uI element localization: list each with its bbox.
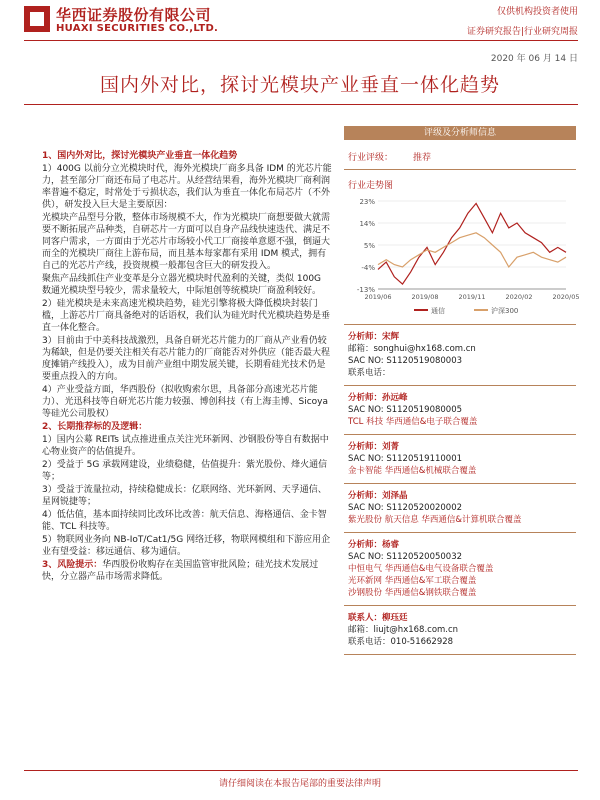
section-1-heading: 1、国内外对比，探讨光模块产业垂直一体化趋势 <box>42 151 238 161</box>
analyst-info: SAC NO: S1120519080003 <box>348 356 463 366</box>
analyst-name: 联系人：柳珏廷 <box>348 613 408 623</box>
paragraph: 4）产业受益方面，华西股份（拟收购索尔思，具备部分高速光芯片能力）、光迅科技等自研光芯片能力较强、博创科技（有上海圭博、Sicoya 等硅光公司股权） <box>42 385 329 419</box>
paragraph: 3）目前由于中美科技战激烈，具备自研光芯片能力的厂商从产业看仍较为稀缺，但是仍要关注相关有芯片能力的厂商能否对外供应（能否最大程度摊销产线投入），成为目前产业组中期发展关键，长期看硅光技术仍是要重点投入的方向。 <box>42 336 331 382</box>
risk-text: 华西股份收购存在美国监管审批风险；硅光技术发展过快，分立器产品市场需求降低。 <box>42 560 319 582</box>
company-name-en: HUAXI SECURITIES CO.,LTD. <box>56 23 219 34</box>
analyst-block <box>344 386 576 435</box>
analyst-list <box>344 325 576 655</box>
trend-chart-svg <box>344 193 580 323</box>
y-tick-label: -13% <box>356 286 375 294</box>
audience-note: 仅供机构投资者使用 <box>496 7 578 17</box>
paragraph: 1）国内公募 REITs 试点推进重点关注光环新网、沙钢股份等自有数据中心物业资产的估值提升。 <box>42 435 329 457</box>
x-tick-label: 2019/11 <box>458 293 486 301</box>
section-3-heading: 3、风险提示： <box>42 560 103 570</box>
y-tick-label: -4% <box>361 264 375 272</box>
analyst-info: SAC NO: S1120520020002 <box>348 503 463 513</box>
y-tick-label: 23% <box>359 198 375 206</box>
analyst-coverage: TCL 科技 华西通信&电子联合覆盖 <box>348 417 478 427</box>
header-rule <box>24 40 578 41</box>
company-name-cn: 华西证券股份有限公司 <box>56 6 212 24</box>
analyst-info: 邮箱：liujt@hx168.com.cn <box>348 625 459 635</box>
x-tick-label: 2020/05 <box>552 293 580 301</box>
title-rule <box>24 104 578 105</box>
analyst-info: SAC NO: S1120519080005 <box>348 405 463 415</box>
paragraph: 5）物联网业务向 NB-IoT/Cat1/5G 网络迁移，物联网模组和下游应用企业有望受益：移远通信、移为通信。 <box>42 535 331 557</box>
analyst-info: 邮箱：songhui@hx168.com.cn <box>348 344 476 354</box>
x-tick-label: 2019/08 <box>411 293 439 301</box>
footer-rule <box>24 770 578 771</box>
analyst-info: 联系电话： <box>348 368 391 378</box>
rating-row <box>344 140 576 170</box>
y-tick-label: 5% <box>363 242 375 250</box>
company-logo-icon <box>24 6 50 32</box>
analyst-coverage: 中恒电气 华西通信&电气设备联合覆盖 <box>348 564 494 574</box>
chart-title: 行业走势图 <box>348 181 394 191</box>
paragraph: 4）低估值，基本面持续同比改环比改善：航天信息、海格通信、金卡智能、TCL 科技等。 <box>42 510 327 532</box>
section-2-heading: 2、长期推荐标的及逻辑： <box>42 422 148 432</box>
analyst-coverage: 紫光股份 航天信息 华西通信&计算机联合覆盖 <box>348 515 522 525</box>
report-title: 国内外对比，探讨光模块产业垂直一体化趋势 <box>99 74 500 96</box>
series-line-1 <box>378 233 566 267</box>
paragraph: 2）受益于 5G 承载网建设，业绩稳健，估值提升：紫光股份、烽火通信等； <box>42 460 328 482</box>
x-tick-label: 2019/06 <box>364 293 392 301</box>
rating-value: 推荐 <box>413 153 432 163</box>
x-tick-label: 2020/02 <box>505 293 533 301</box>
analyst-info: SAC NO: S1120520050032 <box>348 552 463 562</box>
paragraph: 聚焦产品线抓住产业变革是分立器光模块时代盈利的关键，类似 100G 数通光模块型号较少，需求量较大，中际旭创等统模块厂商盈利较好。 <box>42 274 322 296</box>
body-text <box>42 150 332 584</box>
analyst-info: SAC NO: S1120519110001 <box>348 454 463 464</box>
analyst-block <box>344 435 576 484</box>
side-panel <box>344 126 580 655</box>
analyst-name: 分析师：宋辉 <box>348 332 400 342</box>
report-type: 证券研究报告|行业研究周报 <box>466 27 578 37</box>
analyst-coverage: 光环新网 华西通信&军工联合覆盖 <box>348 576 477 586</box>
analyst-coverage: 沙钢股份 华西通信&钢铁联合覆盖 <box>348 588 477 598</box>
analyst-block <box>344 533 576 606</box>
analyst-block <box>344 484 576 533</box>
paragraph: 1）400G 以前分立光模块时代，海外光模块厂商多具备 IDM 的光芯片能力，甚至部分厂商还布局了电芯片。从经营结果看，海外光模块厂商利润率普遍不稳定，时常处于亏损状态，我们认为垂直一体化布局芯片（不外供），研发投入巨大是主要原因： <box>42 164 332 210</box>
analyst-coverage: 金卡智能 华西通信&机械联合覆盖 <box>348 466 477 476</box>
analyst-block <box>344 606 576 655</box>
series-line-0 <box>378 203 566 284</box>
report-date: 2020 年 06 月 14 日 <box>490 54 578 64</box>
y-tick-label: 14% <box>359 220 375 228</box>
analyst-block <box>344 325 576 386</box>
analyst-info: 联系电话：010-51662928 <box>348 637 454 647</box>
paragraph: 2）硅光模块是未来高速光模块趋势，硅光引擎将极大降低模块封装门槛，上游芯片厂商具备绝对的话语权，我们认为硅光时代光模块趋势是垂直一体化整合。 <box>42 299 331 333</box>
paragraph: 3）受益于流量拉动，持续稳健成长：亿联网络、光环新网、天孚通信、星网锐捷等； <box>42 485 327 507</box>
analyst-name: 分析师：刘泽晶 <box>348 491 408 501</box>
legend-label: 通信 <box>431 307 445 315</box>
rating-label: 行业评级： <box>348 153 394 163</box>
analyst-name: 分析师：孙远峰 <box>348 393 408 403</box>
legal-footer: 请仔细阅读在本报告尾部的重要法律声明 <box>218 779 381 789</box>
paragraph: 光模块产品型号分散，整体市场规模不大，作为光模块厂商想要做大就需要不断拓展产品种类，自研芯片一方面可以自身产品线快速迭代、满足不同客户需求，一方面由于光芯片市场较小代工厂商接单意愿不强，倒逼大而全的光模块厂商往上游布局，而且基本每家都有采用 IDM 模式，拥有自己的光芯片产线，投资规模一般都包含巨大的研发投入。 <box>42 213 331 271</box>
legend-label: 沪深300 <box>491 307 519 315</box>
trend-chart <box>344 193 580 325</box>
panel-heading: 评级及分析师信息 <box>344 126 576 140</box>
risk-paragraph <box>42 559 332 583</box>
analyst-name: 分析师：杨睿 <box>348 540 400 550</box>
analyst-name: 分析师：刘菁 <box>348 442 400 452</box>
